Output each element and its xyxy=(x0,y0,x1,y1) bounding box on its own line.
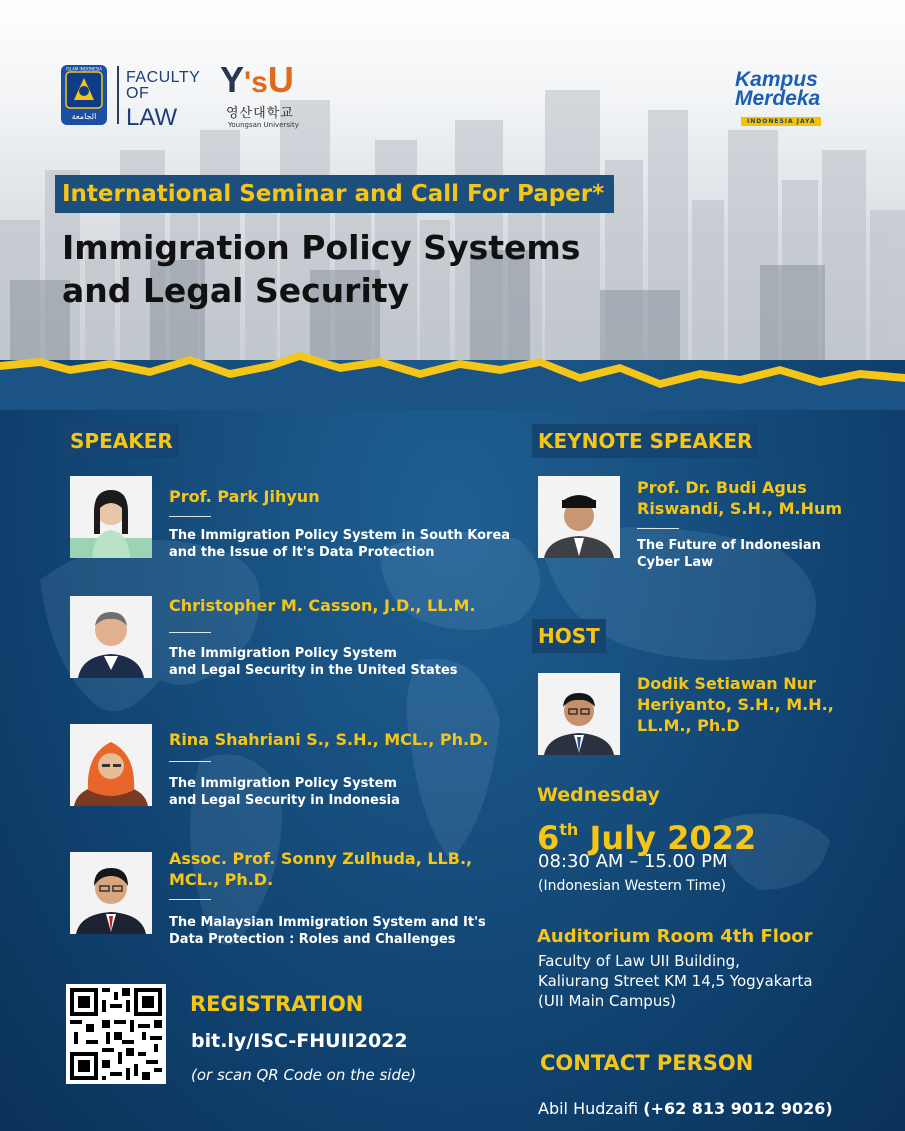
ysu-logo xyxy=(220,59,320,132)
event-day: Wednesday xyxy=(537,784,660,806)
logo-divider xyxy=(117,66,119,124)
speaker-name: Christopher M. Casson, J.D., LL.M. xyxy=(169,596,476,615)
speaker-name: Rina Shahriani S., S.H., MCL., Ph.D. xyxy=(169,730,489,749)
venue-line: Kaliurang Street KM 14,5 Yogyakarta xyxy=(538,972,813,990)
event-date: 6th July 2022 xyxy=(537,819,757,857)
torn-paper-edge xyxy=(0,340,905,410)
divider-rule xyxy=(169,632,211,633)
event-title xyxy=(62,226,702,312)
km-tag: INDONESIA JAYA xyxy=(741,117,821,126)
ysu-mark: Y'sU xyxy=(220,59,294,100)
event-title-line2: and Legal Security xyxy=(62,271,410,310)
event-time: 08:30 AM – 15.00 PM xyxy=(538,851,728,872)
registration-note: (or scan QR Code on the side) xyxy=(191,1066,417,1084)
host-heading: HOST xyxy=(532,619,606,653)
speaker-photo-park xyxy=(70,476,152,558)
ysu-korean-name: 영산대학교 xyxy=(226,106,294,121)
event-subtitle: International Seminar and Call For Paper* xyxy=(55,175,614,213)
speaker-topic: The Immigration Policy System and Legal Security in the United States xyxy=(169,646,458,678)
venue-line: Faculty of Law UII Building, xyxy=(538,952,740,970)
keynote-topic: The Future of Indonesian Cyber Law xyxy=(637,538,821,570)
registration-title: REGISTRATION xyxy=(190,992,364,1016)
speaker-photo-sonny xyxy=(70,852,152,934)
speaker-topic: The Immigration Policy System in South Korea and the Issue of It's Data Protection xyxy=(169,528,511,560)
faculty-line2: LAW xyxy=(126,104,178,131)
kampus-merdeka-logo xyxy=(735,70,855,130)
uii-logo-top-text: ISLAM INDONESIA xyxy=(66,66,102,72)
speaker-topic: The Malaysian Immigration System and It's Data Protection : Roles and Challenges xyxy=(169,915,486,947)
venue-title: Auditorium Room 4th Floor xyxy=(537,926,813,947)
registration-qr-code[interactable] xyxy=(66,984,166,1084)
divider-rule xyxy=(169,899,211,900)
contact-phone[interactable]: (+62 813 9012 9026) xyxy=(643,1099,833,1118)
contact-name: Abil Hudzaifi xyxy=(538,1099,639,1118)
km-word1: Kampus xyxy=(735,68,818,91)
registration-link[interactable]: bit.ly/ISC-FHUII2022 xyxy=(191,1030,408,1052)
contact-title: CONTACT PERSON xyxy=(540,1051,754,1075)
event-timezone: (Indonesian Western Time) xyxy=(538,878,727,894)
keynote-heading: KEYNOTE SPEAKER xyxy=(532,424,758,458)
speaker-photo-casson xyxy=(70,596,152,678)
host-name: Dodik Setiawan Nur Heriyanto, S.H., M.H., LL.M., Ph.D xyxy=(637,674,834,735)
event-title-line1: Immigration Policy Systems xyxy=(62,228,581,267)
contact-info xyxy=(538,1099,833,1118)
venue-line: (UII Main Campus) xyxy=(538,992,676,1010)
speaker-photo-rina xyxy=(70,724,152,806)
ysu-english-name: Youngsan University xyxy=(228,121,299,129)
divider-rule xyxy=(169,761,211,762)
keynote-photo xyxy=(538,476,620,558)
speaker-heading: SPEAKER xyxy=(64,424,179,458)
speaker-name: Prof. Park Jihyun xyxy=(169,487,320,506)
speaker-topic: The Immigration Policy System and Legal Security in Indonesia xyxy=(169,776,400,808)
speaker-name: Assoc. Prof. Sonny Zulhuda, LLB., MCL., Ph.D. xyxy=(169,849,473,889)
faculty-of-law-logo xyxy=(126,70,216,130)
divider-rule xyxy=(169,516,211,517)
divider-rule xyxy=(637,528,679,529)
host-photo xyxy=(538,673,620,755)
faculty-line1: FACULTY OF xyxy=(126,69,201,102)
uii-logo-bottom-text: الجامعة xyxy=(71,112,97,121)
uii-logo xyxy=(60,64,108,126)
keynote-name: Prof. Dr. Budi Agus Riswandi, S.H., M.Hum xyxy=(637,478,843,518)
km-word2: Merdeka xyxy=(735,87,821,110)
